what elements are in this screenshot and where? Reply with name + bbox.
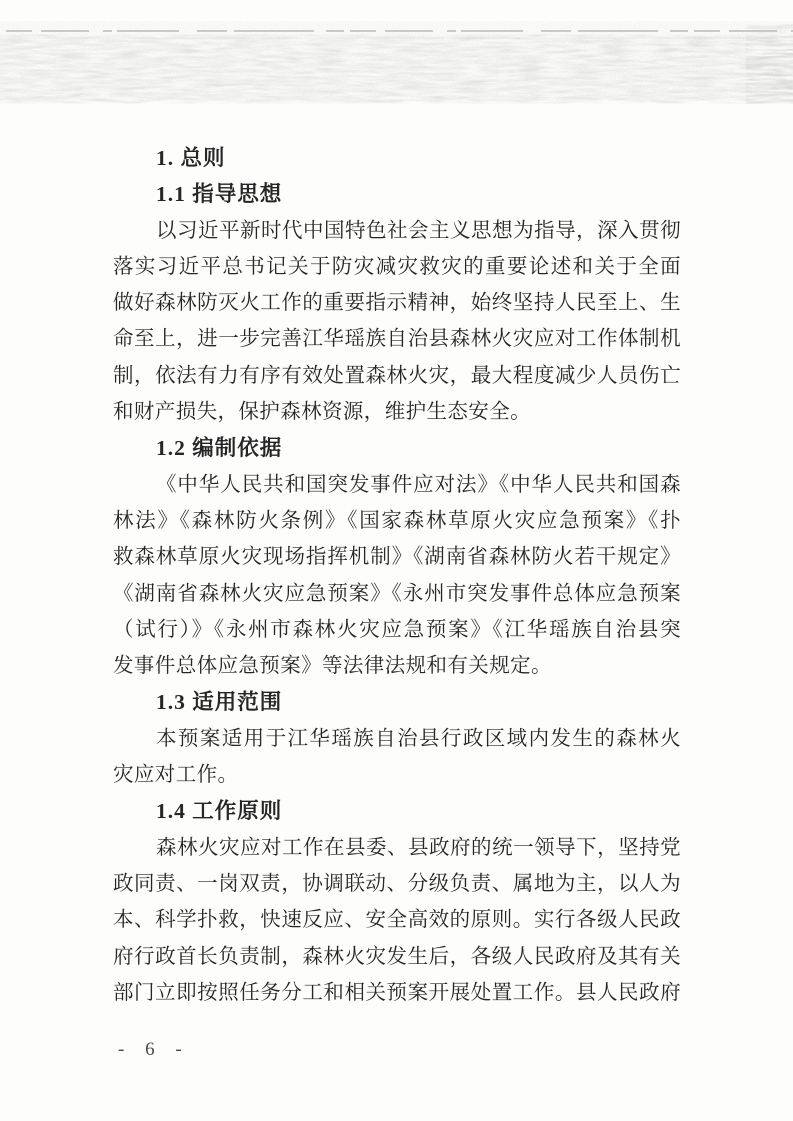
paragraph-line: 政同责、一岗双责，协调联动、分级负责、属地为主，以人为	[113, 872, 681, 895]
paragraph-line: 林法》《森林防火条例》《国家森林草原火灾应急预案》《扑	[113, 509, 681, 532]
paragraph-line: 森林火灾应对工作在县委、县政府的统一领导下，坚持党	[156, 836, 681, 859]
subsection-heading: 1.4 工作原则	[156, 799, 283, 824]
paragraph-line: 做好森林防灭火工作的重要指示精神，始终坚持人民至上、生	[113, 292, 681, 315]
document-body	[113, 140, 681, 1011]
paragraph-line: 发事件总体应急预案》等法律法规和有关规定。	[113, 655, 552, 678]
subsection-heading: 1.2 编制依据	[156, 436, 283, 461]
subsection-heading: 1.3 适用范围	[156, 690, 283, 715]
paragraph-line: 灾应对工作。	[113, 764, 239, 787]
page-number: - 6 -	[118, 1039, 190, 1060]
paragraph-line: 《湖南省森林火灾应急预案》《永州市突发事件总体应急预案	[113, 582, 681, 605]
paragraph-line: 救森林草原火灾现场指挥机制》《湖南省森林防火若干规定》	[113, 546, 681, 569]
paragraph-line: 以习近平新时代中国特色社会主义思想为指导，深入贯彻	[156, 219, 681, 242]
paragraph-line: 本、科学扑救，快速反应、安全高效的原则。实行各级人民政	[113, 909, 681, 932]
section-heading: 1. 总则	[156, 146, 226, 170]
paragraph-line: 本预案适用于江华瑶族自治县行政区域内发生的森林火	[156, 727, 681, 750]
paragraph-line: 和财产损失，保护森林资源，维护生态安全。	[113, 401, 531, 424]
scan-noise-artifact	[0, 0, 793, 112]
subsection-heading: 1.1 指导思想	[156, 182, 283, 207]
paragraph-line: 部门立即按照任务分工和相关预案开展处置工作。县人民政府	[113, 981, 681, 1004]
paragraph-line: 制，依法有力有序有效处置森林火灾，最大程度减少人员伤亡	[113, 364, 681, 387]
paragraph-line: 府行政首长负责制，森林火灾发生后，各级人民政府及其有关	[113, 945, 681, 968]
paragraph-line: 命至上，进一步完善江华瑶族自治县森林火灾应对工作体制机	[113, 328, 681, 351]
paragraph-line: （试行）》《永州市森林火灾应急预案》《江华瑶族自治县突	[113, 618, 681, 641]
paragraph-line: 落实习近平总书记关于防灾减灾救灾的重要论述和关于全面	[113, 255, 681, 278]
paragraph-line: 《中华人民共和国突发事件应对法》《中华人民共和国森	[156, 473, 681, 496]
